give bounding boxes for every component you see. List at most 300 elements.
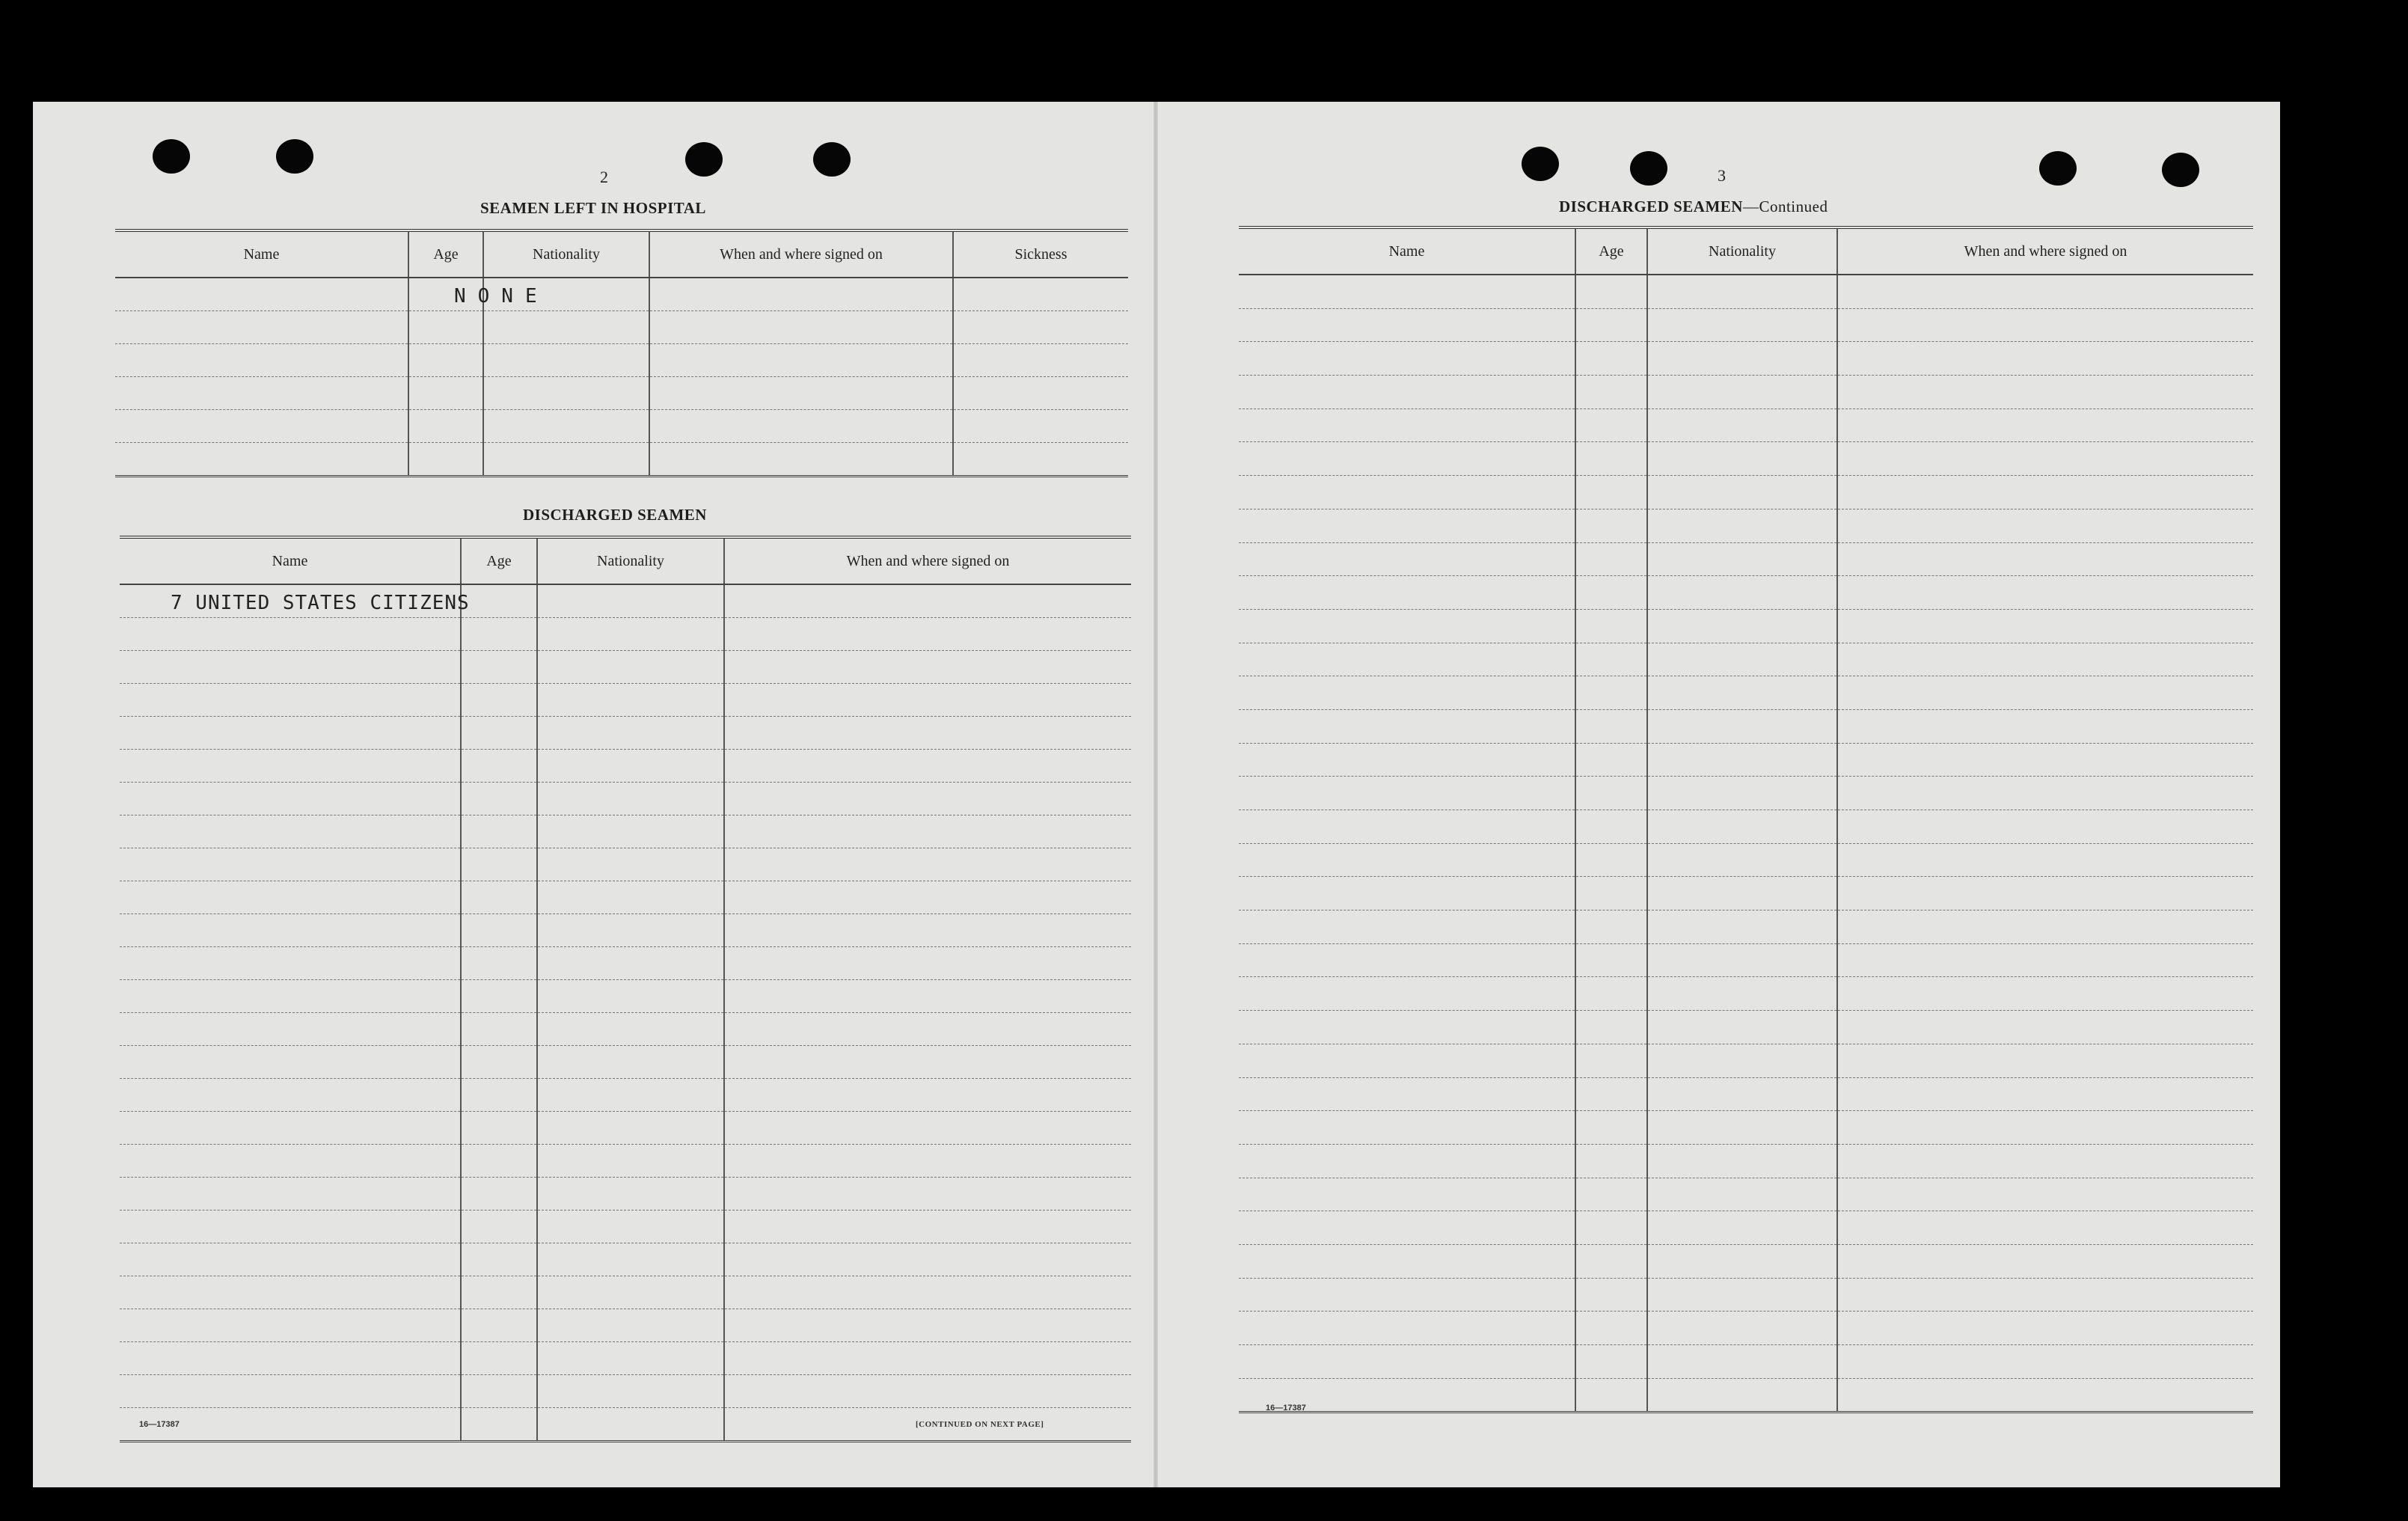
- table-cell: [483, 443, 649, 477]
- table-cell: [724, 848, 1131, 881]
- table-cell: [1575, 676, 1647, 710]
- table-cell: [1647, 476, 1837, 509]
- table-cell: [1647, 376, 1837, 409]
- table-cell: [537, 881, 724, 914]
- table-cell: [115, 410, 408, 443]
- discharged-continued-title: DISCHARGED SEAMEN—Continued: [1559, 198, 1828, 215]
- table-cell: [724, 1375, 1131, 1408]
- table-cell: [537, 651, 724, 684]
- table-cell: [1575, 1211, 1647, 1245]
- table-cell: [120, 1145, 461, 1178]
- table-cell: [1647, 542, 1837, 576]
- table-cell: [120, 618, 461, 651]
- table-cell: [1837, 877, 2253, 911]
- table-row: [120, 947, 1131, 980]
- table-cell: [724, 914, 1131, 947]
- table-cell: [724, 1276, 1131, 1309]
- table-cell: [1837, 1144, 2253, 1178]
- table-row: [1239, 308, 2253, 342]
- table-cell: [537, 1178, 724, 1211]
- table-cell: [724, 1145, 1131, 1178]
- table-cell: [1239, 542, 1575, 576]
- table-cell: [1575, 476, 1647, 509]
- table-row: [1239, 777, 2253, 810]
- table-cell: [461, 1276, 537, 1309]
- table-cell: [1837, 476, 2253, 509]
- table-cell: [1239, 1312, 1575, 1345]
- table-cell: [1575, 1044, 1647, 1077]
- table-row: [120, 848, 1131, 881]
- column-header: Age: [461, 537, 537, 584]
- table-cell: [1647, 643, 1837, 676]
- table-cell: [120, 1178, 461, 1211]
- table-cell: [1837, 342, 2253, 376]
- table-cell: [724, 684, 1131, 717]
- table-cell: [408, 410, 483, 443]
- table-cell: [1837, 542, 2253, 576]
- table-cell: [483, 410, 649, 443]
- table-cell: [461, 783, 537, 815]
- table-row: [120, 980, 1131, 1013]
- table-cell: [724, 618, 1131, 651]
- column-header: Name: [120, 537, 461, 584]
- table-cell: [1575, 810, 1647, 844]
- table-row: [1239, 376, 2253, 409]
- table-cell: [1647, 442, 1837, 476]
- table-cell: [408, 311, 483, 344]
- table-row: [1239, 676, 2253, 710]
- table-row: [1239, 977, 2253, 1011]
- table-cell: [461, 1046, 537, 1079]
- table-cell: [649, 443, 953, 477]
- hospital-table: [115, 229, 1128, 477]
- table-cell: [1837, 308, 2253, 342]
- table-cell: [1239, 709, 1575, 743]
- table-row: [1239, 943, 2253, 977]
- table-cell: [120, 584, 470, 618]
- table-row: [120, 914, 1131, 947]
- table-row: [120, 717, 1131, 750]
- table-cell: [1837, 376, 2253, 409]
- table-cell: [1575, 1111, 1647, 1145]
- table-cell: [1647, 1044, 1837, 1077]
- table-cell: [1239, 911, 1575, 944]
- table-cell: [953, 344, 1128, 377]
- hospital-section-title: SEAMEN LEFT IN HOSPITAL: [480, 199, 706, 217]
- table-row: [1239, 643, 2253, 676]
- table-cell: [120, 1276, 461, 1309]
- table-cell: [1239, 1144, 1575, 1178]
- table-cell: [1837, 509, 2253, 542]
- table-cell: [724, 1178, 1131, 1211]
- table-cell: [649, 278, 953, 311]
- table-cell: [724, 651, 1131, 684]
- table-cell: [1647, 1011, 1837, 1044]
- table-cell: [1837, 911, 2253, 944]
- table-cell: [1575, 576, 1647, 610]
- table-cell: [1239, 676, 1575, 710]
- punch-hole-icon: [2162, 153, 2199, 187]
- table-cell: [1575, 509, 1647, 542]
- table-cell: [120, 1046, 461, 1079]
- table-cell: [483, 377, 649, 410]
- page-number: 2: [600, 168, 608, 186]
- table-cell: [953, 410, 1128, 443]
- page-number: 3: [1718, 166, 1726, 185]
- table-cell: [1575, 709, 1647, 743]
- table-cell: [120, 1309, 461, 1342]
- table-cell: [1647, 777, 1837, 810]
- table-cell: [1239, 509, 1575, 542]
- table-cell: [537, 1211, 724, 1243]
- table-cell: [1647, 810, 1837, 844]
- table-cell: [1837, 576, 2253, 610]
- table-cell: [649, 377, 953, 410]
- table-cell: [1239, 1044, 1575, 1077]
- table-cell: [1239, 275, 1575, 308]
- table-cell: [1647, 843, 1837, 877]
- table-cell: [1647, 275, 1837, 308]
- table-cell: [1575, 275, 1647, 308]
- table-row: [1239, 1178, 2253, 1211]
- continued-note: [CONTINUED ON NEXT PAGE]: [916, 1420, 1044, 1429]
- table-cell: [1239, 1011, 1575, 1044]
- form-code: 16—17387: [1266, 1404, 1306, 1413]
- table-cell: [537, 914, 724, 947]
- table-cell: [120, 717, 461, 750]
- table-cell: [537, 684, 724, 717]
- punch-hole-icon: [813, 142, 851, 177]
- punch-hole-icon: [276, 139, 313, 174]
- table-cell: [724, 1112, 1131, 1145]
- table-cell: [461, 815, 537, 848]
- table-cell: [1575, 1077, 1647, 1111]
- table-cell: [1837, 442, 2253, 476]
- table-cell: [724, 881, 1131, 914]
- table-row: [1239, 275, 2253, 308]
- table-cell: [1239, 1244, 1575, 1278]
- table-cell: [461, 1375, 537, 1408]
- table-cell: [537, 1079, 724, 1112]
- table-cell: [1575, 1178, 1647, 1211]
- table-cell: [537, 618, 724, 651]
- table-cell: [1647, 911, 1837, 944]
- table-cell: [1575, 1144, 1647, 1178]
- table-cell: [1837, 1111, 2253, 1145]
- table-cell: [120, 947, 461, 980]
- table-row: [120, 783, 1131, 815]
- table-cell: [120, 980, 461, 1013]
- table-cell: [120, 783, 461, 815]
- table-cell: [461, 651, 537, 684]
- table-cell: [724, 750, 1131, 783]
- table-cell: [461, 914, 537, 947]
- table-cell: [537, 584, 724, 618]
- column-header: Age: [1575, 227, 1647, 275]
- table-cell: [1837, 1178, 2253, 1211]
- table-cell: [461, 1243, 537, 1276]
- table-cell: [537, 1243, 724, 1276]
- table-cell: [461, 584, 537, 618]
- table-row: [1239, 1278, 2253, 1312]
- column-header: When and where signed on: [1837, 227, 2253, 275]
- table-cell: [1647, 1278, 1837, 1312]
- table-cell: [724, 1013, 1131, 1046]
- table-cell: [1239, 810, 1575, 844]
- table-cell: [483, 344, 649, 377]
- table-cell: [537, 1013, 724, 1046]
- table-cell: [120, 1211, 461, 1243]
- table-row: [120, 1243, 1131, 1276]
- table-row: [120, 651, 1131, 684]
- table-cell: [1239, 643, 1575, 676]
- form-paper: [33, 102, 2280, 1487]
- table-cell: [1647, 1077, 1837, 1111]
- table-cell: [953, 443, 1128, 477]
- table-cell: [1239, 1211, 1575, 1245]
- table-cell: [724, 815, 1131, 848]
- table-cell: [1647, 609, 1837, 643]
- table-row: [1239, 342, 2253, 376]
- table-cell: [120, 848, 461, 881]
- table-cell: [1575, 376, 1647, 409]
- discharged-table: [120, 536, 1131, 1442]
- table-cell: [461, 717, 537, 750]
- table-row: [1239, 509, 2253, 542]
- table-cell: [1575, 843, 1647, 877]
- table-cell: [120, 1079, 461, 1112]
- table-row: [120, 1145, 1131, 1178]
- table-cell: [1837, 943, 2253, 977]
- table-row: [120, 1276, 1131, 1309]
- table-row: [120, 1046, 1131, 1079]
- table-row: [120, 881, 1131, 914]
- column-header: Nationality: [537, 537, 724, 584]
- table-cell: [120, 881, 461, 914]
- table-cell: [1575, 308, 1647, 342]
- table-cell: [120, 1375, 461, 1408]
- table-cell: [408, 443, 483, 477]
- table-cell: [1647, 509, 1837, 542]
- table-cell: [115, 311, 408, 344]
- left-page: [33, 102, 1155, 1487]
- table-cell: [1837, 1011, 2253, 1044]
- table-row: [1239, 743, 2253, 777]
- column-header: Nationality: [1647, 227, 1837, 275]
- table-cell: [461, 684, 537, 717]
- table-cell: [461, 618, 537, 651]
- table-cell: [1837, 777, 2253, 810]
- table-row: [115, 311, 1128, 344]
- column-header: Sickness: [953, 230, 1128, 278]
- table-cell: [724, 980, 1131, 1013]
- table-cell: [1575, 342, 1647, 376]
- table-cell: [1647, 943, 1837, 977]
- table-cell: [1575, 1278, 1647, 1312]
- table-cell: [1837, 709, 2253, 743]
- table-cell: [1575, 542, 1647, 576]
- table-cell: [537, 1309, 724, 1342]
- table-row: [115, 410, 1128, 443]
- table-cell: [1647, 576, 1837, 610]
- table-cell: [1575, 609, 1647, 643]
- table-row: [1239, 1011, 2253, 1044]
- column-header: Name: [115, 230, 408, 278]
- table-cell: [1837, 1077, 2253, 1111]
- table-row: [1239, 576, 2253, 610]
- table-cell: [1575, 1244, 1647, 1278]
- table-cell: [1575, 943, 1647, 977]
- table-cell: [1239, 1345, 1575, 1379]
- typed-entry: 7 UNITED STATES CITIZENS: [171, 592, 470, 614]
- table-cell: [1239, 1178, 1575, 1211]
- table-cell: [120, 1112, 461, 1145]
- table-cell: [1647, 1312, 1837, 1345]
- punch-hole-icon: [1630, 151, 1667, 186]
- table-cell: [724, 1342, 1131, 1375]
- table-row: [115, 344, 1128, 377]
- table-cell: [1647, 342, 1837, 376]
- table-cell: [461, 881, 537, 914]
- table-cell: [1837, 810, 2253, 844]
- table-cell: [1239, 1077, 1575, 1111]
- right-page: [1155, 102, 2280, 1487]
- table-cell: [953, 278, 1128, 311]
- table-cell: [1647, 1111, 1837, 1145]
- table-row: [115, 377, 1128, 410]
- table-cell: [115, 377, 408, 410]
- table-cell: [724, 1079, 1131, 1112]
- table-cell: [1837, 1312, 2253, 1345]
- table-row: [120, 584, 1131, 618]
- table-cell: [953, 311, 1128, 344]
- table-cell: [1647, 408, 1837, 442]
- table-cell: [1837, 1211, 2253, 1245]
- table-cell: [1239, 1278, 1575, 1312]
- table-cell: [1239, 408, 1575, 442]
- table-cell: [461, 947, 537, 980]
- table-cell: [724, 584, 1131, 618]
- table-cell: [1837, 1044, 2253, 1077]
- table-cell: [1239, 743, 1575, 777]
- table-cell: [724, 1211, 1131, 1243]
- table-row: [1239, 1244, 2253, 1278]
- table-row: [120, 618, 1131, 651]
- table-cell: [1837, 609, 2253, 643]
- table-cell: [1239, 576, 1575, 610]
- column-header: Nationality: [483, 230, 649, 278]
- table-cell: [1575, 442, 1647, 476]
- table-cell: [724, 1046, 1131, 1079]
- table-cell: [537, 717, 724, 750]
- table-cell: [461, 1013, 537, 1046]
- table-cell: [1647, 877, 1837, 911]
- table-row: [120, 684, 1131, 717]
- discharged-section-title: DISCHARGED SEAMEN: [523, 506, 707, 524]
- table-cell: [537, 815, 724, 848]
- table-cell: [120, 684, 461, 717]
- table-cell: [537, 1112, 724, 1145]
- table-cell: [537, 783, 724, 815]
- table-cell: [1239, 342, 1575, 376]
- table-cell: [461, 750, 537, 783]
- table-cell: [1239, 1111, 1575, 1145]
- table-row: [1239, 810, 2253, 844]
- table-cell: [120, 750, 461, 783]
- table-cell: [537, 750, 724, 783]
- table-cell: [1647, 676, 1837, 710]
- table-cell: [1837, 977, 2253, 1011]
- table-cell: [1837, 1345, 2253, 1379]
- table-cell: [1239, 308, 1575, 342]
- table-cell: [1647, 1345, 1837, 1379]
- discharged-continued-table: [1239, 226, 2253, 1413]
- table-row: [115, 278, 1128, 311]
- table-cell: [1647, 1178, 1837, 1211]
- table-cell: [461, 1178, 537, 1211]
- table-cell: [724, 1243, 1131, 1276]
- table-cell: [1575, 743, 1647, 777]
- table-cell: [408, 377, 483, 410]
- table-cell: [461, 1342, 537, 1375]
- table-row: [120, 1079, 1131, 1112]
- table-cell: [1647, 1211, 1837, 1245]
- table-cell: [461, 980, 537, 1013]
- table-row: [1239, 709, 2253, 743]
- table-row: [1239, 1312, 2253, 1345]
- table-row: [1239, 911, 2253, 944]
- table-cell: [1575, 1312, 1647, 1345]
- table-row: [120, 1112, 1131, 1145]
- table-cell: [1647, 1144, 1837, 1178]
- table-cell: [120, 914, 461, 947]
- table-cell: [1837, 743, 2253, 777]
- table-cell: [1239, 977, 1575, 1011]
- table-cell: [1239, 442, 1575, 476]
- table-row: [1239, 1211, 2253, 1245]
- punch-hole-icon: [2039, 151, 2077, 186]
- table-row: [115, 443, 1128, 477]
- table-cell: [953, 377, 1128, 410]
- table-row: [120, 1309, 1131, 1342]
- table-cell: [408, 344, 483, 377]
- table-cell: [115, 443, 408, 477]
- table-cell: [1239, 943, 1575, 977]
- table-cell: [1837, 676, 2253, 710]
- table-row: [120, 1211, 1131, 1243]
- table-cell: [1239, 376, 1575, 409]
- table-cell: [1647, 743, 1837, 777]
- table-cell: [1239, 476, 1575, 509]
- table-cell: [724, 783, 1131, 815]
- table-row: [1239, 1345, 2253, 1379]
- table-cell: [1575, 408, 1647, 442]
- table-cell: [461, 1145, 537, 1178]
- column-header: When and where signed on: [724, 537, 1131, 584]
- table-cell: [537, 980, 724, 1013]
- table-cell: [1837, 643, 2253, 676]
- table-cell: [408, 278, 549, 311]
- column-header: Name: [1239, 227, 1575, 275]
- table-cell: [1575, 977, 1647, 1011]
- punch-hole-icon: [685, 142, 723, 177]
- table-cell: [724, 947, 1131, 980]
- table-cell: [1575, 777, 1647, 810]
- table-cell: [537, 848, 724, 881]
- table-row: [1239, 609, 2253, 643]
- table-cell: [115, 278, 408, 311]
- table-cell: [120, 1243, 461, 1276]
